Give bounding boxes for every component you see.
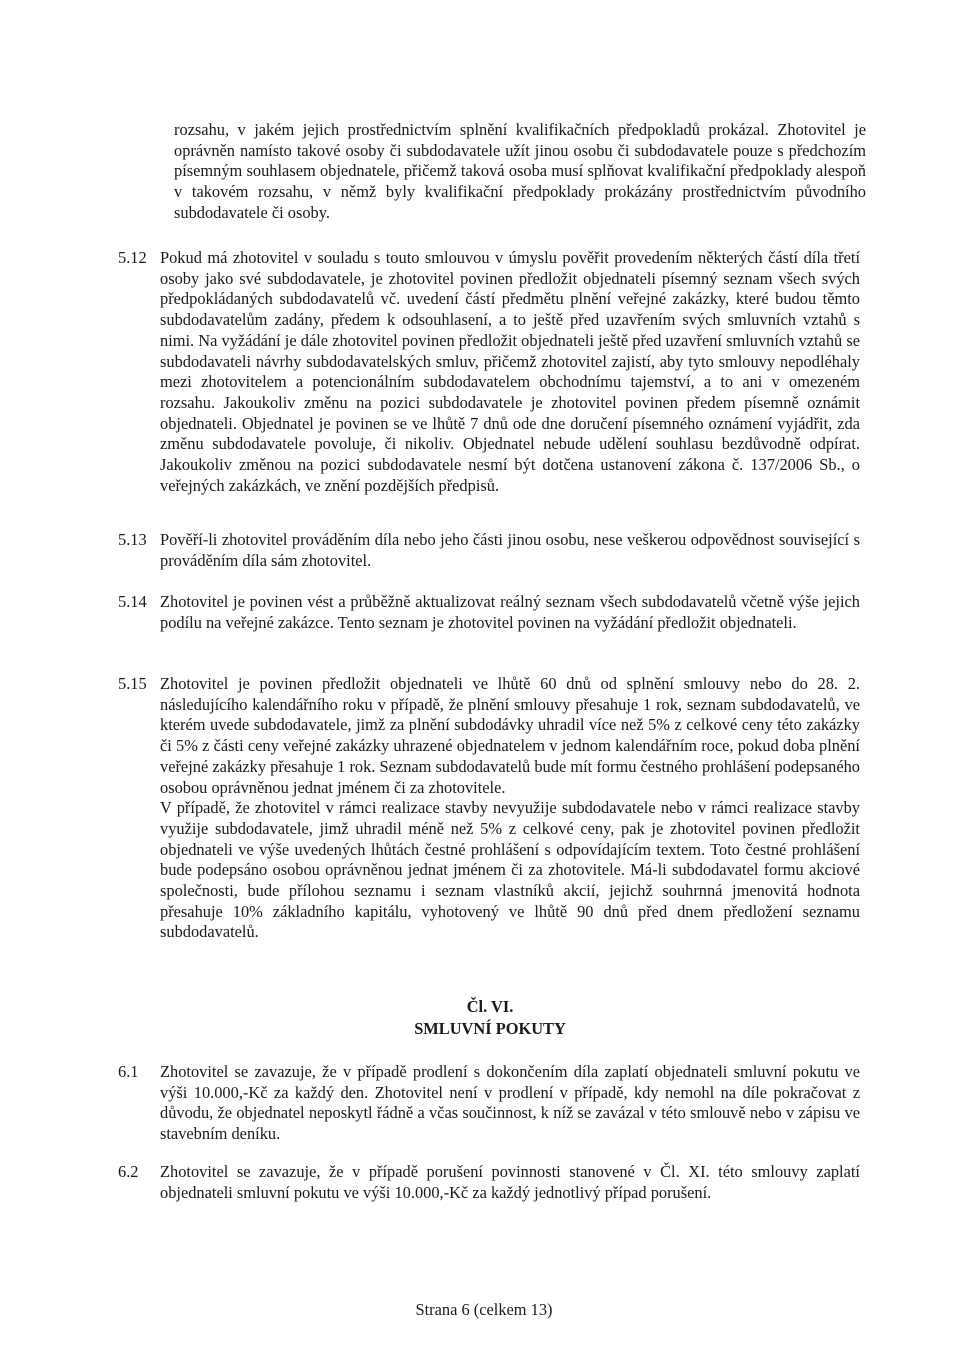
clause-text-continued: V případě, že zhotovitel v rámci realizace stavby nevyužije subdodavatele nebo v rámci realizace stavby využije subdodavatele, jimž uhradil méně než 5% z celkové ceny, pak je zhotovitel povinen předložit objednateli ve výše uvedených lhůtách čestné prohlášení s odpovídajícím textem. Toto čestné prohlášení bude podepsáno osobou oprávněnou jednat jménem či za zhotovitele. Má-li subdodavatel formu akciové společnosti, bude přílohou seznamu i seznam vlastníků akcií, jejichž souhrnná jmenovitá hodnota přesahuje 10% základního kapitálu, vyhotovený ve lhůtě 90 dnů před dnem předložení seznamu subdodavatelů. <box>160 798 860 942</box>
clause-number: 5.13 <box>118 530 147 549</box>
intro-paragraph: rozsahu, v jakém jejich prostřednictvím splnění kvalifikačních předpokladů prokázal. Zhotovitel je oprávněn namísto takové osoby či subdodavatele užít jinou osobu či subdodavatele pouze s předchozím písemným souhlasem objednatele, přičemž taková osoba musí splňovat kvalifikační předpoklady alespoň v takovém rozsahu, v němž byly kvalifikační předpoklady prokázány prostřednictvím původního subdodavatele či osoby. <box>174 120 866 222</box>
clause-text: Pověří-li zhotovitel prováděním díla nebo jeho části jinou osobu, nese veškerou odpovědnost související s prováděním díla sám zhotovitel. <box>160 530 860 570</box>
article-title: SMLUVNÍ POKUTY <box>414 1019 566 1038</box>
clause-text: Zhotovitel je povinen vést a průběžně aktualizovat reálný seznam všech subdodavatelů včetně výše jejich podílu na veřejné zakázce. Tento seznam je zhotovitel povinen na vyžádání předložit objednateli. <box>160 592 860 632</box>
clause-text: Pokud má zhotovitel v souladu s touto smlouvou v úmyslu pověřit provedením některých částí díla třetí osoby jako své subdodavatele, je zhotovitel povinen předložit objednateli písemný seznam všech svých předpokládaných subdodavatelů vč. uvedení částí předmětu plnění veřejné zakázky, které budou těmto subdodavatelům zadány, předem k odsouhlasení, a to ještě před uzavřením svých smluvních vztahů s nimi. Na vyžádání je dále zhotovitel povinen předložit objednateli ještě před uzavření smluvních vztahů se subdodavateli návrhy subdodavatelských smluv, přičemž zhotovitel zajistí, aby tyto smlouvy nepodléhaly mezi zhotovitelem a potencionálním subdodavatelem obchodnímu tajemství, a to ani v omezeném rozsahu. Jakoukoliv změnu na pozici subdodavatele je zhotovitel povinen předem písemně oznámit objednateli. Objednatel je povinen se ve lhůtě 7 dnů ode dne doručení písemného oznámení vyjádřit, zda změnu subdodavatele povoluje, či nikoliv. Objednatel nebude udělení souhlasu bezdůvodně odpírat. Jakoukoliv změnou na pozici subdodavatele nesmí být dotčena ustanovení zákona č. 137/2006 Sb., o veřejných zakázkách, ve znění pozdějších předpisů. <box>160 248 860 495</box>
clause-text: Zhotovitel se zavazuje, že v případě prodlení s dokončením díla zaplatí objednateli smluvní pokutu ve výši 10.000,-Kč za každý den. Zhotovitel není v prodlení v případě, kdy nemohl na díle pokračovat z důvodu, že objednatel neposkytl řádně a včas součinnost, k níž se zavázal v této smlouvě nebo v zápisu ve stavebním deníku. <box>160 1062 860 1144</box>
clause-text: Zhotovitel se zavazuje, že v případě porušení povinnosti stanovené v Čl. XI. této smlouvy zaplatí objednateli smluvní pokutu ve výši 10.000,-Kč za každý jednotlivý případ porušení. <box>160 1162 860 1202</box>
clause-number: 5.15 <box>118 674 147 693</box>
clause-text-block <box>160 674 860 943</box>
article-number: Čl. VI. <box>466 997 514 1016</box>
page-footer: Strana 6 (celkem 13) <box>415 1300 553 1319</box>
clause-text: Zhotovitel je povinen předložit objednateli ve lhůtě 60 dnů od splnění smlouvy nebo do 28. 2. následujícího kalendářního roku v případě, že plnění smlouvy přesahuje 1 rok, seznam subdodavatelů, ve kterém uvede subdodavatele, jimž za plnění subdodávky uhradil více než 5% z celkové ceny této zakázky či 5% z části ceny veřejné zakázky uhrazené objednatelem v jednom kalendářním roce, pokud doba plnění veřejné zakázky přesahuje 1 rok. Seznam subdodavatelů bude mít formu čestného prohlášení podepsaného osobou oprávněnou jednat jménem či za zhotovitele. <box>160 674 860 797</box>
clause-number: 6.1 <box>118 1062 139 1081</box>
clause-number: 6.2 <box>118 1162 139 1181</box>
clause-number: 5.14 <box>118 592 147 611</box>
clause-number: 5.12 <box>118 248 147 267</box>
